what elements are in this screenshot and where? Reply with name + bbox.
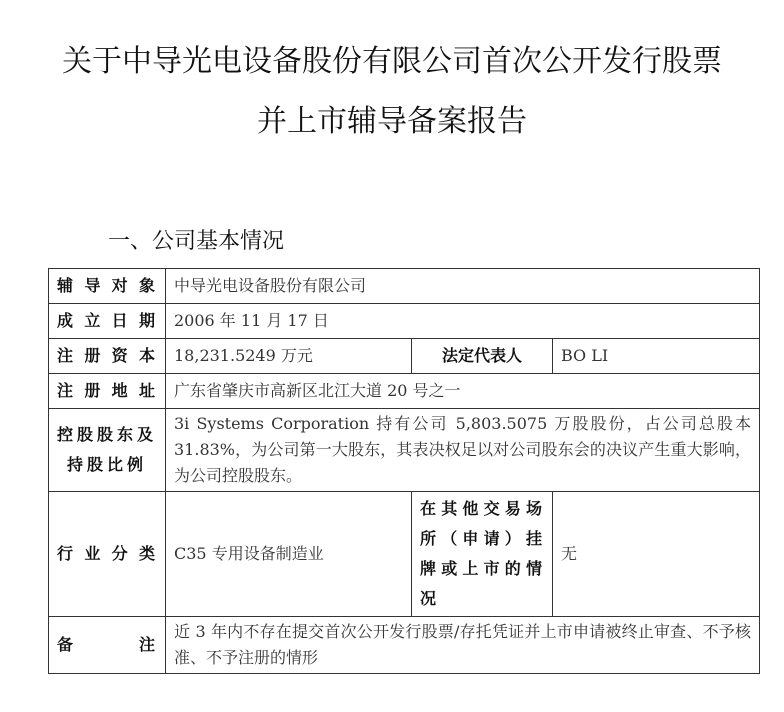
address-value: 广东省肇庆市高新区北江大道 20 号之一 (166, 374, 760, 409)
capital-label: 注册资本 (49, 339, 166, 374)
other-listing-value: 无 (553, 492, 760, 617)
established-value: 2006 年 11 月 17 日 (166, 304, 760, 339)
table-row (49, 374, 760, 409)
table-row (49, 409, 760, 492)
address-label: 注册地址 (49, 374, 166, 409)
remarks-label (49, 617, 166, 674)
remarks-label-right: 注 (138, 635, 157, 654)
table-row (49, 269, 760, 304)
legal-rep-value: BO LI (553, 339, 760, 374)
controlling-shareholder-value: 3i Systems Corporation 持有公司 5,803.5075 万股股份，占公司总股本 31.83%，为公司第一大股东，其表决权足以对公司股东会的决议产生重大影响，为公司控股股东。 (166, 409, 760, 492)
table-row (49, 304, 760, 339)
industry-value: C35 专用设备制造业 (166, 492, 412, 617)
document-title-line1: 关于中导光电设备股份有限公司首次公开发行股票 (62, 44, 722, 79)
other-listing-label: 在其他交易场所（申请）挂牌或上市的情况 (412, 492, 553, 617)
table-row (49, 617, 760, 674)
remarks-label-left: 备 (57, 635, 76, 654)
table-row (49, 339, 760, 374)
document-title-line2: 并上市辅导备案报告 (257, 104, 527, 139)
capital-value: 18,231.5249 万元 (166, 339, 412, 374)
legal-rep-label: 法定代表人 (412, 339, 553, 374)
industry-label: 行业分类 (49, 492, 166, 617)
section-heading: 一、公司基本情况 (108, 229, 285, 254)
remarks-value: 近 3 年内不存在提交首次公开发行股票/存托凭证并上市申请被终止审查、不予核准、不予注册的情形 (166, 617, 760, 674)
target-label: 辅导对象 (49, 269, 166, 304)
target-value: 中导光电设备股份有限公司 (166, 269, 760, 304)
established-label: 成立日期 (49, 304, 166, 339)
controlling-shareholder-label: 控股股东及持股比例 (49, 409, 166, 492)
company-info-table (48, 268, 760, 674)
table-row (49, 492, 760, 617)
